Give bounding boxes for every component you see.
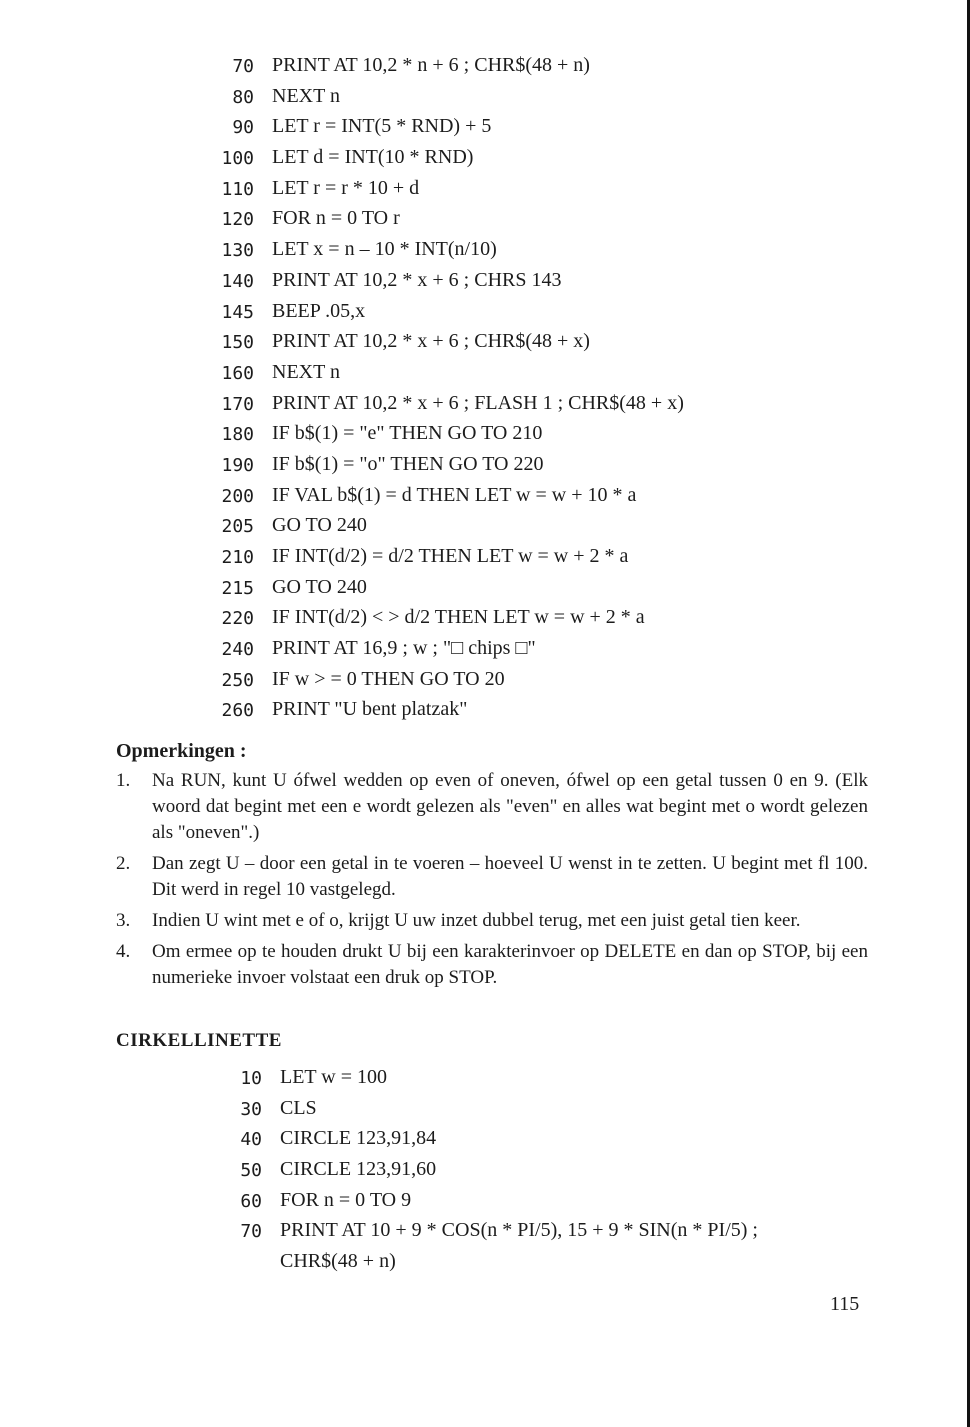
section-heading: CIRKELLINETTE xyxy=(116,1030,282,1051)
statement: FOR n = 0 TO r xyxy=(272,207,400,230)
line-number: 50 xyxy=(240,1160,262,1182)
line-number: 40 xyxy=(240,1129,262,1151)
line-number: 130 xyxy=(221,240,254,262)
notes-list xyxy=(116,768,868,996)
note-number: 4. xyxy=(116,941,131,962)
statement: PRINT AT 10,2 * n + 6 ; CHR$(48 + n) xyxy=(272,54,590,76)
statement: PRINT AT 10,2 * x + 6 ; FLASH 1 ; CHR$(48 + x) xyxy=(272,391,684,414)
line-number: 90 xyxy=(232,117,254,139)
page-number: 115 xyxy=(830,1293,860,1315)
statement: IF INT(d/2) = d/2 THEN LET w = w + 2 * a xyxy=(272,545,629,567)
line-number: 170 xyxy=(221,393,254,415)
line-number: 200 xyxy=(221,485,254,507)
line-number: 30 xyxy=(240,1098,262,1120)
line-number: 10 xyxy=(240,1068,262,1089)
note-item xyxy=(116,939,868,991)
statement: LET d = INT(10 * RND) xyxy=(272,146,474,169)
line-number: 80 xyxy=(232,86,254,108)
note-item xyxy=(116,851,868,903)
statement: LET w = 100 xyxy=(280,1066,388,1088)
line-number: 220 xyxy=(221,608,254,630)
note-text: Om ermee op te houden drukt U bij een karakterinvoer op DELETE en dan op STOP, bij een numerieke invoer volstaat een druk op STOP. xyxy=(152,941,868,988)
note-text: Na RUN, kunt U ófwel wedden op even of oneven, ófwel op een getal tussen 0 en 9. (Elk woord dat begint met een e wordt gelezen als "even" en alles wat begint met o wordt gelezen als "oneven".) xyxy=(152,770,868,843)
statement: PRINT "U bent platzak" xyxy=(272,698,468,721)
note-item xyxy=(116,908,868,934)
statement: IF b$(1) = "o" THEN GO TO 220 xyxy=(272,452,544,475)
statement: IF INT(d/2) < > d/2 THEN LET w = w + 2 * a xyxy=(272,606,645,629)
note-number: 2. xyxy=(116,853,131,874)
notes-heading: Opmerkingen : xyxy=(116,740,247,762)
note-text: Indien U wint met e of o, krijgt U uw inzet dubbel terug, met een juist getal tien keer. xyxy=(152,910,801,931)
line-number: 100 xyxy=(221,148,254,170)
note-number: 1. xyxy=(116,770,131,791)
line-number: 250 xyxy=(221,669,254,691)
line-number: 110 xyxy=(221,178,254,200)
note-item xyxy=(116,768,868,846)
line-number: 60 xyxy=(240,1190,262,1212)
statement: GO TO 240 xyxy=(272,575,367,598)
statement: PRINT AT 16,9 ; w ; "□ chips □" xyxy=(272,637,536,660)
line-number: 205 xyxy=(221,516,254,538)
statement: PRINT AT 10,2 * x + 6 ; CHR$(48 + x) xyxy=(272,330,590,353)
statement: FOR n = 0 TO 9 xyxy=(280,1188,412,1211)
statement: PRINT AT 10 + 9 * COS(n * PI/5), 15 + 9 * SIN(n * PI/5) ; xyxy=(280,1219,758,1242)
statement: NEXT n xyxy=(272,360,340,383)
statement: IF w > = 0 THEN GO TO 20 xyxy=(272,667,505,690)
statement: IF VAL b$(1) = d THEN LET w = w + 10 * a xyxy=(272,483,637,506)
statement: NEXT n xyxy=(272,84,340,107)
statement: IF b$(1) = "e" THEN GO TO 210 xyxy=(272,422,543,445)
line-number: 215 xyxy=(221,577,254,599)
line-number: 180 xyxy=(221,424,254,446)
statement: CIRCLE 123,91,84 xyxy=(280,1127,437,1150)
note-text: Dan zegt U – door een getal in te voeren – hoeveel U wenst in te zetten. U begint met fl 100. Dit werd in regel 10 vastgelegd. xyxy=(152,853,868,900)
statement: CHR$(48 + n) xyxy=(280,1250,396,1273)
statement: LET r = r * 10 + d xyxy=(272,176,420,199)
line-number: 260 xyxy=(221,700,254,722)
statement: PRINT AT 10,2 * x + 6 ; CHRS 143 xyxy=(272,268,562,291)
line-number: 190 xyxy=(221,454,254,476)
statement: LET r = INT(5 * RND) + 5 xyxy=(272,115,492,138)
line-number: 140 xyxy=(221,270,254,292)
line-number: 120 xyxy=(221,209,254,231)
statement: LET x = n – 10 * INT(n/10) xyxy=(272,238,497,261)
line-number: 160 xyxy=(221,362,254,384)
line-number: 145 xyxy=(221,301,254,323)
statement: BEEP .05,x xyxy=(272,299,366,322)
statement: GO TO 240 xyxy=(272,514,367,537)
line-number: 240 xyxy=(221,639,254,661)
line-number: 210 xyxy=(221,547,254,568)
statement: CLS xyxy=(280,1096,317,1119)
line-number: 70 xyxy=(240,1221,262,1243)
note-number: 3. xyxy=(116,910,131,931)
line-number: 150 xyxy=(221,332,254,354)
statement: CIRCLE 123,91,60 xyxy=(280,1158,437,1181)
line-number: 70 xyxy=(232,56,254,77)
